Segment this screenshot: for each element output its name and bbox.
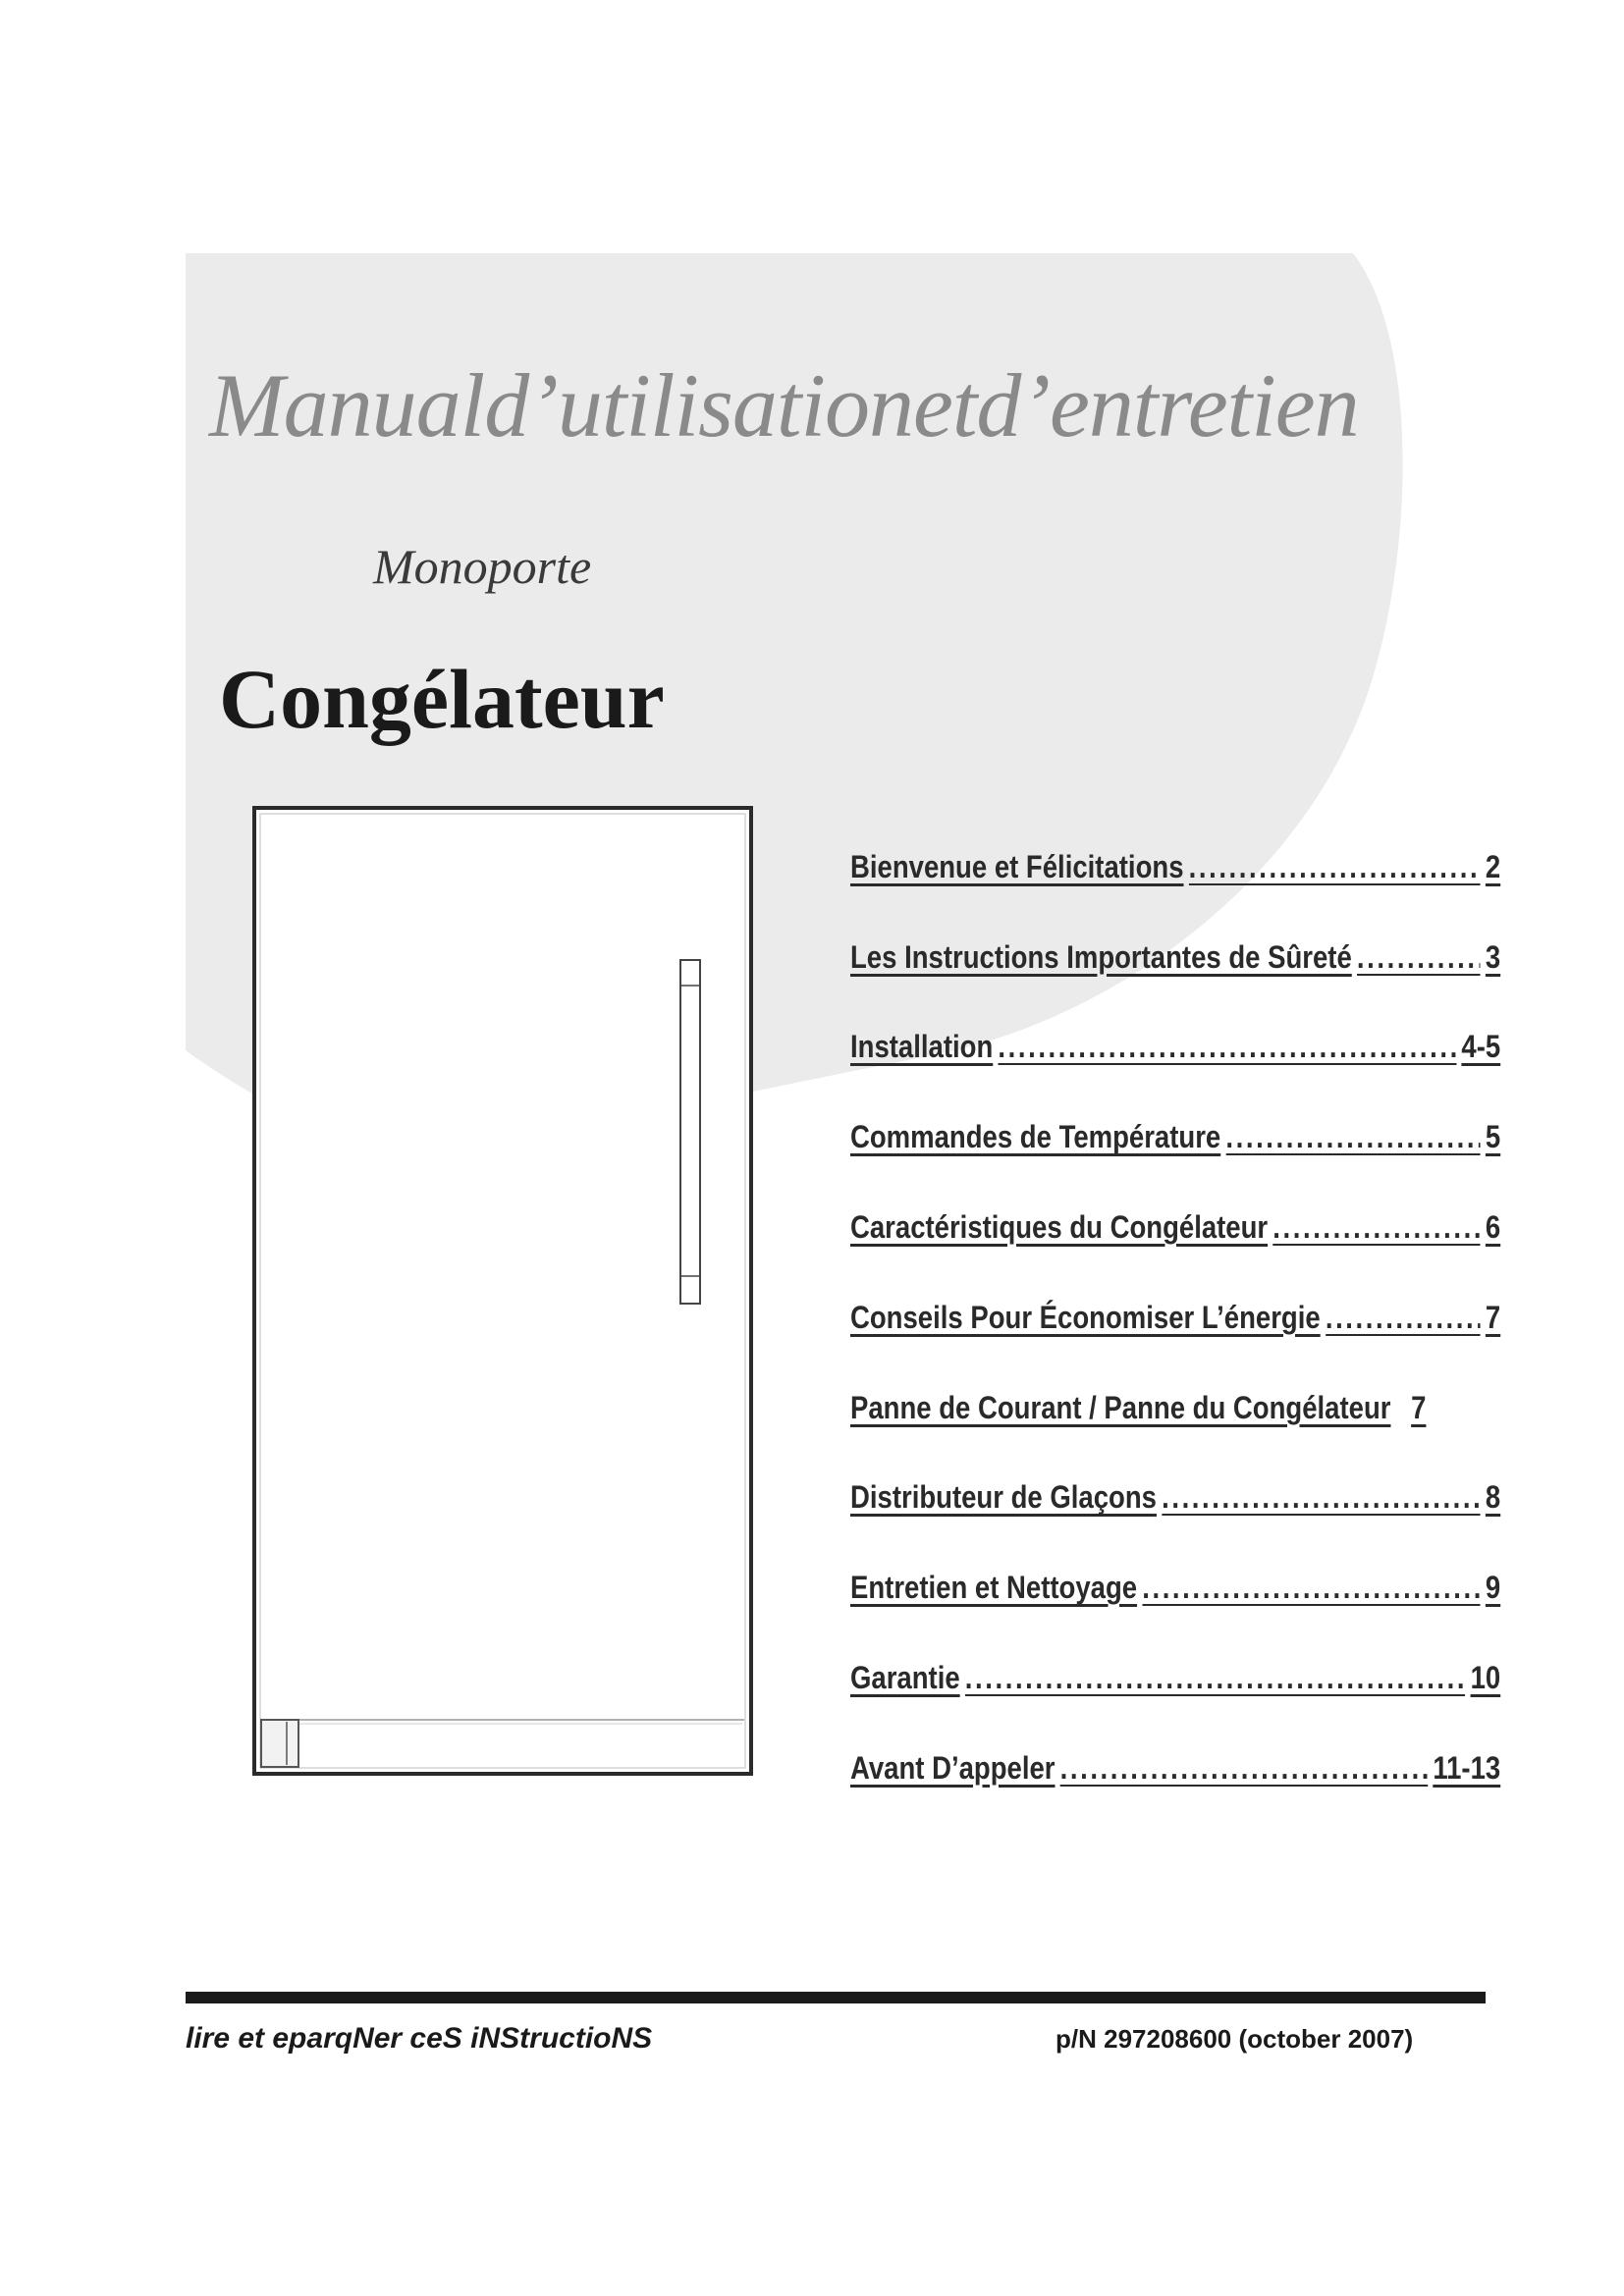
door-handle [680, 960, 700, 1304]
toc-item-title: Installation [850, 1029, 994, 1065]
toc-item-page: 11-13 [1433, 1749, 1501, 1786]
footer-part-number: p/N 297208600 (october 2007) [1056, 2024, 1414, 2054]
toc-item-title: Avant D’appeler [850, 1749, 1056, 1786]
toc-item-title: Commandes de Température [850, 1119, 1221, 1155]
toc-item-instructions-surete[interactable] [850, 887, 1500, 978]
toc-item-page: 2 [1485, 848, 1501, 884]
toc-item-page: 10 [1470, 1659, 1501, 1695]
toc-item-garantie[interactable] [850, 1608, 1500, 1698]
toc-item-page: 8 [1485, 1479, 1501, 1516]
toc-item-page: 5 [1485, 1119, 1501, 1155]
toc-item-commandes-temperature[interactable] [850, 1067, 1500, 1157]
toc-item-page: 6 [1485, 1208, 1501, 1245]
product-name: Congélateur [219, 652, 665, 746]
toc-item-title: Caractéristiques du Congélateur [850, 1208, 1269, 1245]
toc-item-bienvenue[interactable] [850, 797, 1500, 887]
toc-leader-dots [1142, 1570, 1480, 1606]
toc-leader-dots [1189, 849, 1481, 885]
toc-item-title: Conseils Pour Économiser L’énergie [850, 1299, 1321, 1335]
toc-leader-dots [1060, 1750, 1429, 1787]
footer-instruction-notice: lire et eparqNer ceS iNStructioNS [186, 2022, 653, 2055]
toc-item-page: 3 [1485, 938, 1501, 975]
toc-item-title: Les Instructions Importantes de Sûreté [850, 938, 1352, 975]
toc-leader-dots [998, 1029, 1456, 1065]
toc-item-avant-appeler[interactable] [850, 1698, 1500, 1789]
toc-item-page: 7 [1485, 1299, 1501, 1335]
toc-item-page: 7 [1411, 1389, 1427, 1425]
toc-item-entretien-nettoyage[interactable] [850, 1518, 1500, 1608]
toc-leader-dots [965, 1660, 1466, 1696]
toc-item-title: Distributeur de Glaçons [850, 1479, 1157, 1516]
toc-leader-dots [1162, 1479, 1481, 1516]
toc-item-page: 9 [1485, 1570, 1501, 1606]
toc-leader-dots [1326, 1300, 1481, 1336]
toc-item-caracteristiques[interactable] [850, 1157, 1500, 1248]
toc-item-title: Garantie [850, 1659, 960, 1695]
toc-leader-dots [1357, 939, 1481, 976]
toc-leader-dots [1225, 1119, 1480, 1155]
toc-item-conseils-energie[interactable] [850, 1248, 1500, 1338]
toc-item-distributeur-glacons[interactable] [850, 1428, 1500, 1519]
bottom-grille [261, 1720, 298, 1767]
freezer-illustration [251, 805, 764, 1787]
toc-item-panne-courant[interactable] [850, 1338, 1500, 1428]
toc-item-title: Panne de Courant / Panne du Congélateur [850, 1389, 1391, 1425]
toc-item-title: Bienvenue et Félicitations [850, 848, 1184, 884]
table-of-contents [850, 797, 1502, 1789]
footer-divider [186, 1992, 1486, 2003]
toc-item-title: Entretien et Nettoyage [850, 1570, 1138, 1606]
toc-item-page: 4-5 [1461, 1029, 1501, 1065]
product-subtitle: Monoporte [373, 539, 592, 594]
toc-leader-dots [1272, 1209, 1480, 1246]
toc-item-installation[interactable] [850, 978, 1500, 1068]
manual-title: Manuald’utilisationetd’entretien [209, 355, 1359, 455]
